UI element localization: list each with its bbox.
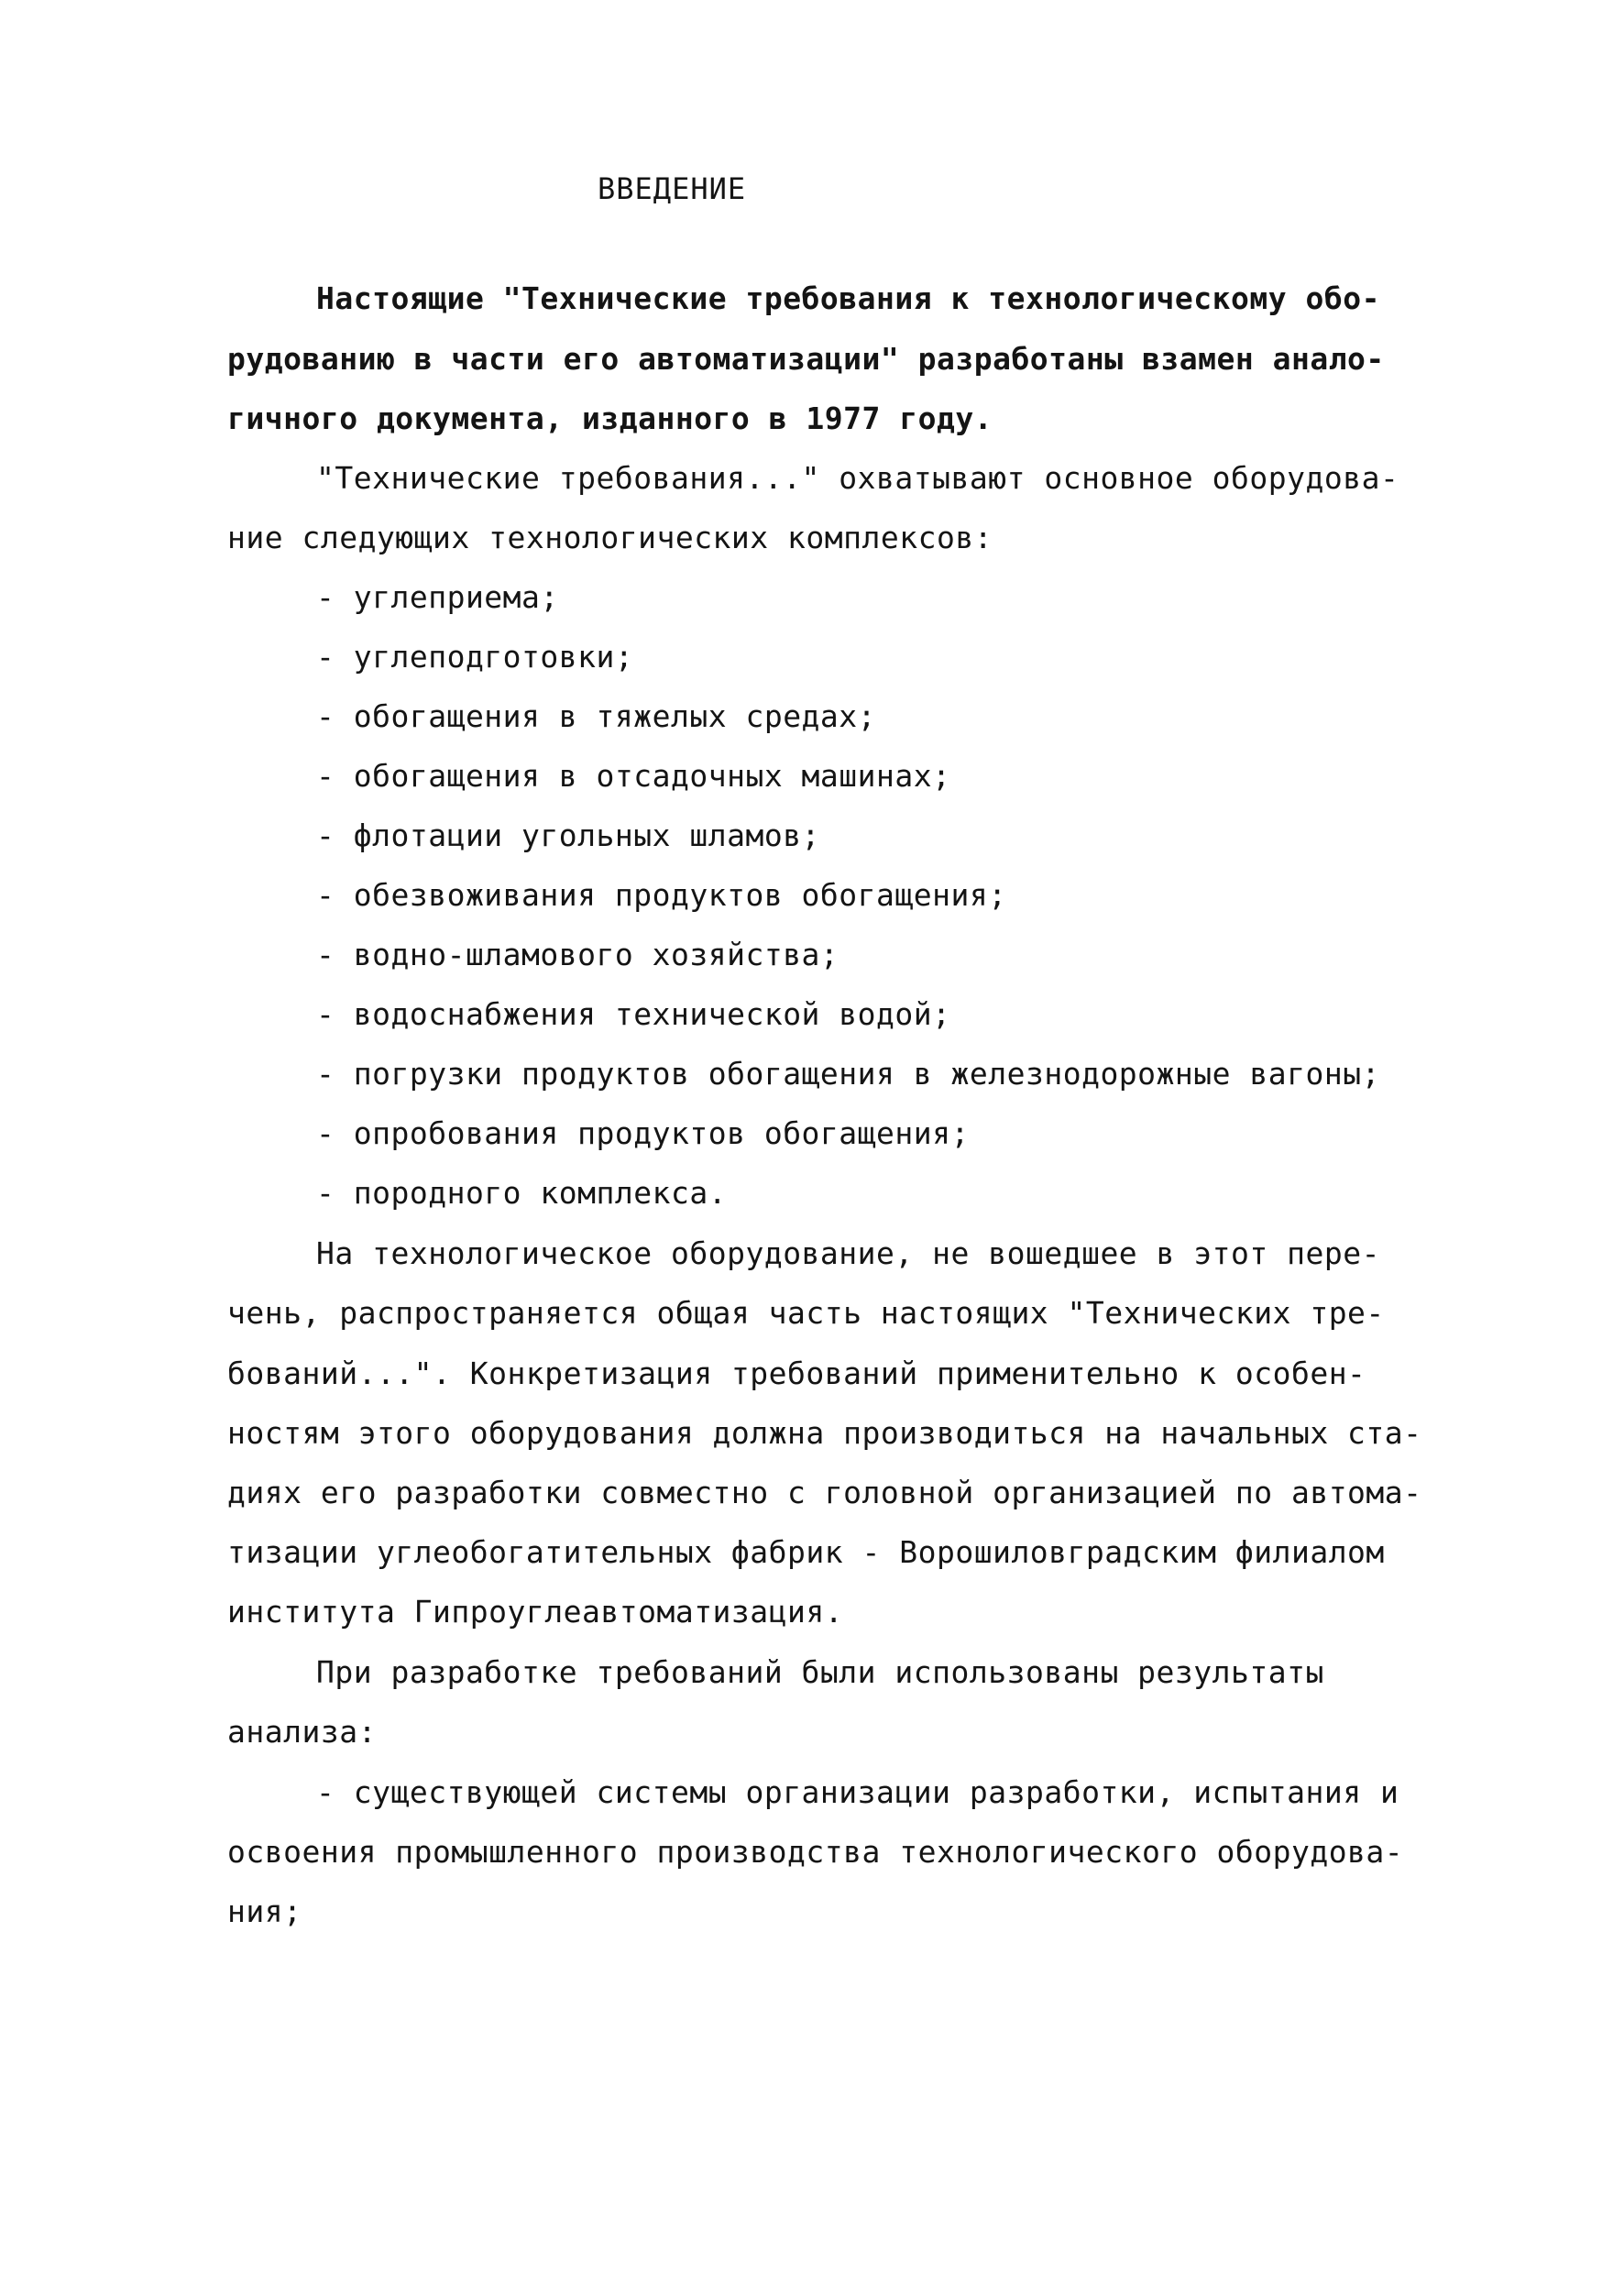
paragraph-line: рудованию в части его автоматизации" разработаны взамен анало-: [227, 341, 1385, 377]
paragraph-line: При разработке требований были использованы результаты: [316, 1654, 1324, 1690]
paragraph-line: - существующей системы организации разработки, испытания и: [316, 1774, 1399, 1810]
list-item: - опробования продуктов обогащения;: [316, 1115, 970, 1151]
list-item: - водоснабжения технической водой;: [316, 996, 951, 1032]
paragraph-line: ния;: [227, 1893, 302, 1929]
paragraph-line: ние следующих технологических комплексов:: [227, 520, 993, 555]
page-title: ВВЕДЕНИЕ: [598, 171, 747, 206]
list-item: - обогащения в отсадочных машинах;: [316, 758, 951, 794]
list-item: - углеподготовки;: [316, 639, 634, 675]
paragraph-line: чень, распространяется общая часть настоящих "Технических тре-: [227, 1295, 1385, 1331]
paragraph-line: освоения промышленного производства технологического оборудова-: [227, 1834, 1404, 1870]
list-item: - погрузки продуктов обогащения в железнодорожные вагоны;: [316, 1056, 1380, 1092]
list-item: - углеприема;: [316, 579, 559, 615]
list-item: - обогащения в тяжелых средах;: [316, 698, 877, 734]
list-item: - породного комплекса.: [316, 1175, 728, 1211]
paragraph-line: диях его разработки совместно с головной организацией по автома-: [227, 1475, 1422, 1510]
paragraph-line: гичного документа, изданного в 1977 году.: [227, 401, 993, 436]
paragraph-line: анализа:: [227, 1714, 377, 1750]
paragraph-line: ностям этого оборудования должна производиться на начальных ста-: [227, 1415, 1422, 1451]
list-item: - обезвоживания продуктов обогащения;: [316, 877, 1007, 913]
paragraph-line: На технологическое оборудование, не вошедшее в этот пере-: [316, 1235, 1380, 1271]
paragraph-line: института Гипроуглеавтоматизация.: [227, 1594, 844, 1630]
paragraph-line: "Технические требования..." охватывают основное оборудова-: [316, 460, 1399, 496]
paragraph-line: бований...". Конкретизация требований применительно к особен-: [227, 1356, 1366, 1391]
list-item: - водно-шламового хозяйства;: [316, 937, 839, 972]
paragraph-line: тизации углеобогатительных фабрик - Ворошиловградским филиалом: [227, 1534, 1385, 1570]
paragraph-line: Настоящие "Технические требования к технологическому обо-: [316, 280, 1380, 316]
list-item: - флотации угольных шламов;: [316, 818, 820, 853]
